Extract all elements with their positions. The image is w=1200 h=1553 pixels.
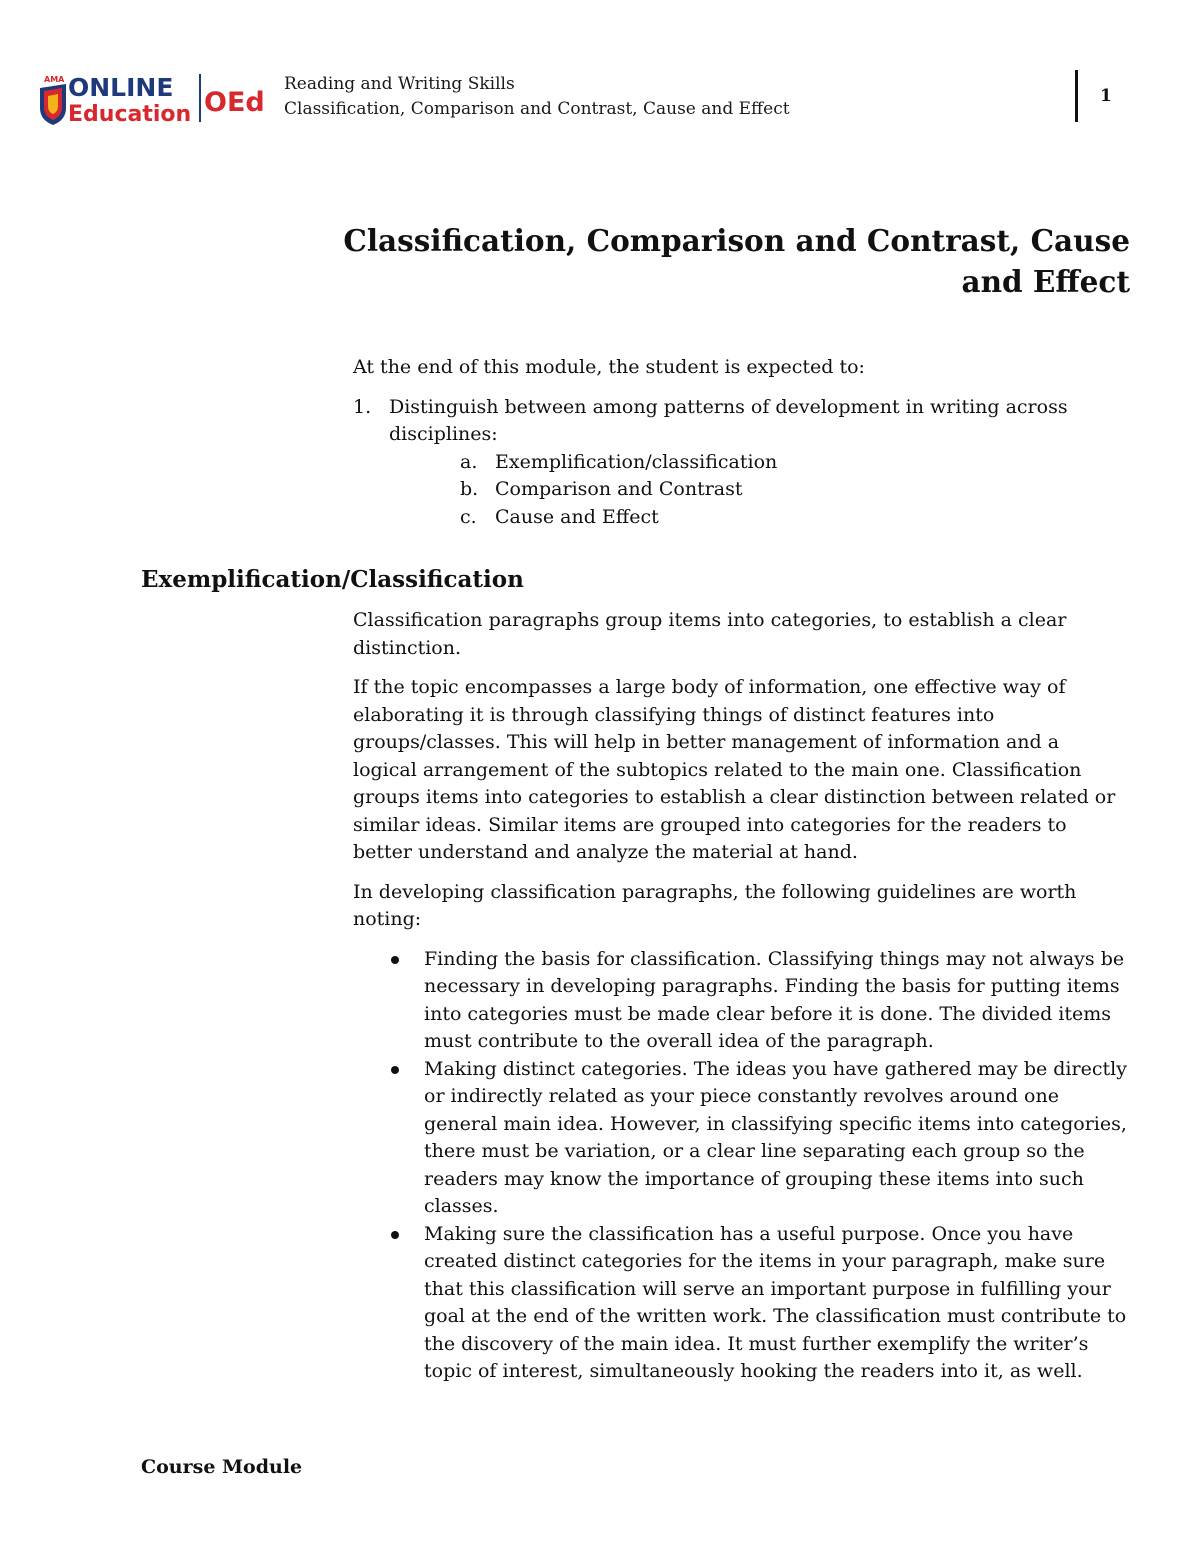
learning-objectives — [353, 354, 1128, 531]
logo-education-text: Education — [68, 102, 192, 126]
bullet-icon — [391, 1066, 399, 1074]
paragraph: If the topic encompasses a large body of information, one effective way of elaborating it is through classifying things of distinct features into groups/classes. This will help in better management of information and a logical arrangement of the subtopics related to the main one. Classification groups items into categories to establish a clear distinction between related or similar ideas. Similar items are grouped into categories for the readers to better understand and analyze the material at hand. — [353, 676, 1116, 863]
subitem-text: Comparison and Contrast — [495, 478, 743, 500]
header-course: Reading and Writing Skills — [284, 74, 515, 94]
guideline-item — [353, 1221, 1128, 1386]
logo-ama-text: AMA — [44, 75, 65, 84]
objective-subitem — [389, 504, 1128, 532]
objective-subitem — [389, 449, 1128, 477]
guidelines-list — [353, 946, 1128, 1386]
objective-item — [353, 394, 1128, 532]
subitem-letter: c. — [460, 505, 477, 528]
bullet-icon — [391, 956, 399, 964]
page-number: 1 — [1100, 86, 1112, 106]
objective-number: 1. — [353, 395, 372, 418]
paragraph: Classification paragraphs group items into categories, to establish a clear distinction. — [353, 609, 1067, 659]
guideline-item — [353, 946, 1128, 1056]
objective-text: Distinguish between among patterns of development in writing across disciplines: — [389, 395, 1068, 445]
logo-oed-mark: OEd — [204, 87, 265, 118]
header-subtitle: Classification, Comparison and Contrast, Cause and Effect — [284, 99, 790, 119]
objective-subitem — [389, 476, 1128, 504]
subitem-letter: b. — [460, 478, 479, 500]
guideline-text: Making sure the classification has a useful purpose. Once you have created distinct categories for the items in your paragraph, make sure that this classification will serve an important purpose in fulfilling your goal at the end of the written work. The classification must contribute to the discovery of the main idea. It must further exemplify the writer’s topic of interest, simultaneously hooking the readers into it, as well. — [424, 1222, 1127, 1382]
module-title: Classification, Comparison and Contrast, Cause and Effect — [343, 223, 1130, 299]
running-header — [284, 72, 790, 122]
guideline-item — [353, 1056, 1128, 1221]
objective-sublist — [389, 449, 1128, 532]
paragraph: In developing classification paragraphs, the following guidelines are worth noting: — [353, 880, 1077, 930]
subitem-text: Cause and Effect — [495, 505, 659, 528]
bullet-icon — [391, 1231, 399, 1239]
header-divider — [1075, 70, 1078, 122]
objectives-list — [353, 394, 1128, 532]
guideline-text: Making distinct categories. The ideas you have gathered may be directly or indirectly related as your piece constantly revolves around one general main idea. However, in classifying specific items into categories, there must be variation, or a clear line separating each group so the readers may know the importance of grouping these items into such classes. — [424, 1057, 1127, 1217]
logo-online-text: ONLINE — [68, 73, 174, 102]
subitem-text: Exemplification/classification — [495, 450, 778, 473]
objectives-intro: At the end of this module, the student is expected to: — [353, 356, 865, 378]
online-education-logo — [38, 70, 270, 126]
subitem-letter: a. — [460, 450, 478, 473]
section-heading: Exemplification/Classification — [141, 566, 524, 593]
footer-course-module: Course Module — [141, 1456, 303, 1478]
guideline-text: Finding the basis for classification. Classifying things may not always be necessary in developing paragraphs. Finding the basis for putting items into categories must be made clear before it is done. The divided items must contribute to the overall idea of the paragraph. — [424, 947, 1125, 1052]
section-body — [353, 607, 1128, 1386]
